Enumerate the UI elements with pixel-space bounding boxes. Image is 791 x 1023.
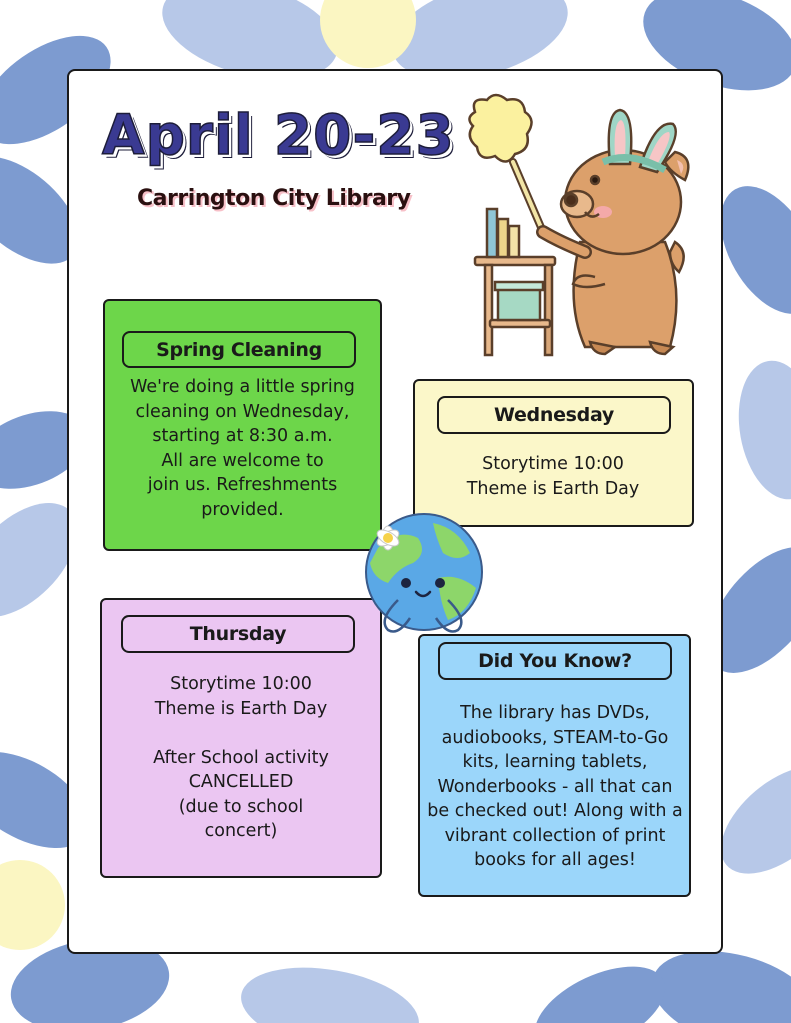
thursday-text: Storytime 10:00 Theme is Earth Day After School activity CANCELLED (due to school concert) bbox=[153, 674, 329, 841]
bear bbox=[543, 150, 688, 354]
books bbox=[487, 209, 519, 257]
spring-cleaning-heading: Spring Cleaning bbox=[122, 331, 356, 368]
library-name: Carrington City Library bbox=[137, 186, 411, 211]
earth-illustration bbox=[358, 508, 490, 640]
wednesday-text: Storytime 10:00 Theme is Earth Day bbox=[466, 454, 640, 499]
spring-cleaning-text: We're doing a little spring cleaning on Wednesday, starting at 8:30 a.m. All are welcome to join us. Refreshments provided. bbox=[130, 377, 355, 520]
wednesday-heading: Wednesday bbox=[437, 396, 671, 434]
flower-center bbox=[0, 860, 65, 950]
did-you-know-text: The library has DVDs, audiobooks, STEAM-to-Go kits, learning tablets, Wonderbooks - all that can be checked out! Along with a vibrant collection of print books for all ages! bbox=[427, 703, 683, 870]
bear-cleaning-illustration bbox=[465, 92, 695, 362]
feather-duster bbox=[469, 95, 543, 232]
thursday-heading: Thursday bbox=[121, 615, 355, 653]
did-you-know-heading: Did You Know? bbox=[438, 642, 672, 680]
flower-petal bbox=[728, 354, 791, 506]
event-title: April 20-23 bbox=[102, 103, 455, 167]
flower-petal bbox=[522, 949, 678, 1023]
flower-petal bbox=[234, 955, 425, 1023]
bookshelf bbox=[475, 257, 555, 355]
